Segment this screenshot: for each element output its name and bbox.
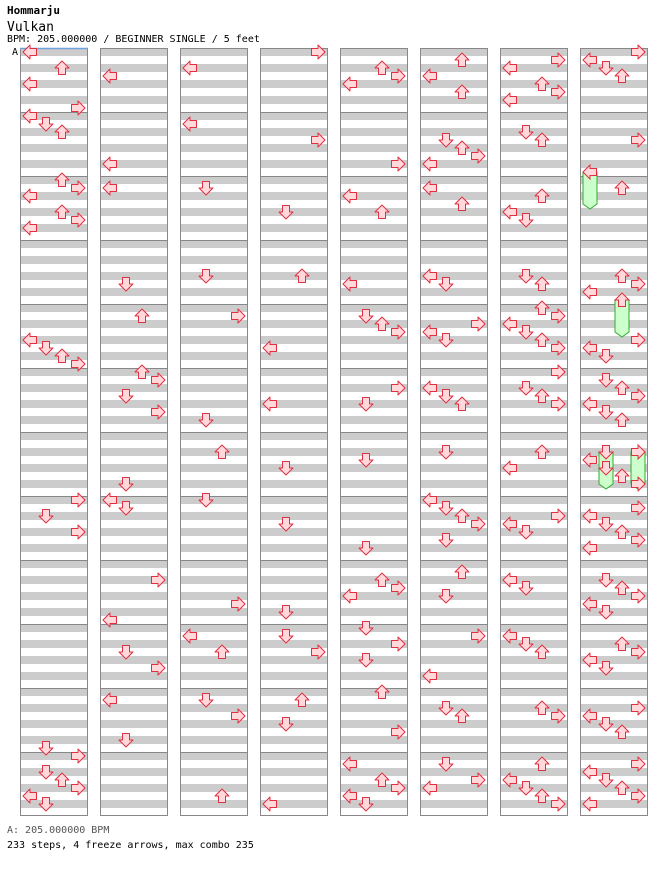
measure-column	[180, 48, 248, 816]
beat-band	[20, 448, 88, 456]
beat-band	[180, 576, 248, 584]
beat-band	[580, 560, 648, 568]
beat-band	[260, 704, 328, 712]
beat-band	[420, 752, 488, 760]
beat-band	[180, 672, 248, 680]
beat-band	[180, 544, 248, 552]
beat-band	[20, 544, 88, 552]
beat-band	[420, 288, 488, 296]
beat-band	[340, 432, 408, 440]
beat-band	[100, 272, 168, 280]
beat-band	[180, 736, 248, 744]
beat-band	[100, 288, 168, 296]
beat-band	[260, 96, 328, 104]
beat-band	[100, 112, 168, 120]
beat-band	[500, 160, 568, 168]
beat-band	[100, 480, 168, 488]
beat-band	[20, 464, 88, 472]
beat-band	[340, 704, 408, 712]
beat-band	[340, 304, 408, 312]
beat-band	[20, 592, 88, 600]
beat-band	[20, 480, 88, 488]
beat-band	[260, 192, 328, 200]
beat-band	[260, 496, 328, 504]
beat-band	[20, 704, 88, 712]
bpm-legend: A: 205.000000 BPM	[7, 825, 110, 836]
beat-band	[500, 224, 568, 232]
beat-band	[260, 624, 328, 632]
beat-band	[180, 480, 248, 488]
beat-band	[260, 320, 328, 328]
beat-band	[420, 480, 488, 488]
beat-band	[500, 272, 568, 280]
beat-band	[340, 208, 408, 216]
beat-band	[180, 192, 248, 200]
bpm-marker: A	[12, 47, 19, 58]
song-artist: Hommarju	[7, 4, 60, 17]
measure-column	[260, 48, 328, 816]
beat-band	[580, 256, 648, 264]
beat-band	[500, 112, 568, 120]
beat-band	[580, 368, 648, 376]
beat-band	[260, 608, 328, 616]
beat-band	[100, 256, 168, 264]
beat-band	[420, 240, 488, 248]
beat-band	[260, 768, 328, 776]
beat-band	[500, 688, 568, 696]
beat-band	[260, 272, 328, 280]
beat-band	[100, 752, 168, 760]
beat-band	[340, 448, 408, 456]
beat-band	[260, 576, 328, 584]
beat-band	[580, 80, 648, 88]
beat-band	[420, 448, 488, 456]
beat-band	[340, 144, 408, 152]
beat-band	[580, 304, 648, 312]
beat-band	[260, 208, 328, 216]
beat-band	[500, 288, 568, 296]
beat-band	[180, 144, 248, 152]
beat-band	[20, 624, 88, 632]
beat-band	[420, 112, 488, 120]
beat-band	[500, 176, 568, 184]
beat-band	[420, 416, 488, 424]
beat-band	[420, 128, 488, 136]
beat-band	[20, 640, 88, 648]
beat-band	[340, 608, 408, 616]
beat-band	[180, 48, 248, 56]
beat-band	[420, 720, 488, 728]
beat-band	[180, 368, 248, 376]
beat-band	[180, 256, 248, 264]
beat-band	[420, 544, 488, 552]
beat-band	[580, 624, 648, 632]
beat-band	[100, 512, 168, 520]
beat-band	[100, 128, 168, 136]
beat-band	[260, 112, 328, 120]
beat-band	[500, 128, 568, 136]
beat-band	[340, 624, 408, 632]
beat-band	[100, 208, 168, 216]
beat-band	[20, 672, 88, 680]
beat-band	[180, 240, 248, 248]
beat-band	[500, 384, 568, 392]
beat-band	[340, 496, 408, 504]
beat-band	[260, 256, 328, 264]
beat-band	[100, 720, 168, 728]
chart-summary: 233 steps, 4 freeze arrows, max combo 235	[7, 840, 254, 851]
song-title: Vulkan	[7, 20, 54, 35]
beat-band	[100, 640, 168, 648]
beat-band	[180, 656, 248, 664]
beat-band	[340, 48, 408, 56]
beat-band	[500, 480, 568, 488]
beat-band	[20, 384, 88, 392]
beat-band	[100, 48, 168, 56]
beat-band	[340, 224, 408, 232]
beat-band	[340, 672, 408, 680]
beat-band	[340, 256, 408, 264]
beat-band	[500, 544, 568, 552]
beat-band	[580, 672, 648, 680]
beat-band	[180, 528, 248, 536]
beat-band	[100, 96, 168, 104]
beat-band	[260, 304, 328, 312]
beat-band	[420, 736, 488, 744]
beat-band	[340, 560, 408, 568]
beat-band	[180, 208, 248, 216]
beat-band	[420, 592, 488, 600]
beat-band	[340, 480, 408, 488]
beat-band	[580, 320, 648, 328]
beat-band	[20, 288, 88, 296]
beat-band	[260, 688, 328, 696]
beat-band	[260, 736, 328, 744]
beat-band	[340, 416, 408, 424]
beat-band	[500, 192, 568, 200]
beat-band	[20, 432, 88, 440]
beat-band	[500, 416, 568, 424]
beat-band	[100, 464, 168, 472]
beat-band	[580, 432, 648, 440]
beat-band	[20, 512, 88, 520]
beat-band	[20, 768, 88, 776]
beat-band	[580, 240, 648, 248]
beat-band	[260, 432, 328, 440]
beat-band	[260, 512, 328, 520]
beat-band	[260, 416, 328, 424]
beat-band	[100, 320, 168, 328]
beat-band	[580, 576, 648, 584]
beat-band	[500, 496, 568, 504]
beat-band	[260, 80, 328, 88]
beat-band	[180, 272, 248, 280]
beat-band	[260, 288, 328, 296]
beat-band	[20, 160, 88, 168]
beat-band	[420, 560, 488, 568]
beat-band	[100, 240, 168, 248]
beat-band	[180, 288, 248, 296]
beat-band	[20, 128, 88, 136]
beat-band	[180, 512, 248, 520]
beat-band	[100, 224, 168, 232]
beat-band	[100, 352, 168, 360]
beat-band	[180, 768, 248, 776]
beat-band	[340, 656, 408, 664]
beat-band	[180, 224, 248, 232]
beat-band	[500, 608, 568, 616]
beat-band	[260, 480, 328, 488]
beat-band	[20, 400, 88, 408]
beat-band	[20, 240, 88, 248]
beat-band	[180, 176, 248, 184]
beat-band	[420, 704, 488, 712]
beat-band	[20, 272, 88, 280]
beat-band	[340, 352, 408, 360]
beat-band	[260, 464, 328, 472]
beat-band	[20, 144, 88, 152]
beat-band	[500, 256, 568, 264]
beat-band	[180, 400, 248, 408]
beat-band	[420, 576, 488, 584]
beat-band	[500, 144, 568, 152]
beat-band	[260, 160, 328, 168]
beat-band	[20, 320, 88, 328]
beat-band	[100, 432, 168, 440]
beat-band	[180, 464, 248, 472]
beat-band	[580, 224, 648, 232]
beat-band	[20, 416, 88, 424]
measure-column	[500, 48, 568, 816]
beat-band	[260, 176, 328, 184]
beat-band	[340, 240, 408, 248]
beat-band	[180, 784, 248, 792]
beat-band	[180, 560, 248, 568]
beat-band	[100, 784, 168, 792]
beat-band	[500, 448, 568, 456]
beat-band	[20, 608, 88, 616]
beat-band	[500, 672, 568, 680]
beat-band	[100, 528, 168, 536]
beat-band	[340, 368, 408, 376]
beat-band	[100, 448, 168, 456]
beat-band	[260, 592, 328, 600]
beat-band	[260, 368, 328, 376]
beat-band	[260, 544, 328, 552]
beat-band	[260, 224, 328, 232]
chart-info: BPM: 205.000000 / BEGINNER SINGLE / 5 feet	[7, 34, 260, 45]
beat-band	[340, 464, 408, 472]
beat-band	[100, 144, 168, 152]
beat-band	[420, 656, 488, 664]
beat-band	[420, 432, 488, 440]
beat-band	[20, 576, 88, 584]
beat-band	[180, 752, 248, 760]
beat-band	[100, 336, 168, 344]
beat-band	[180, 336, 248, 344]
beat-band	[180, 384, 248, 392]
beat-band	[20, 64, 88, 72]
beat-band	[20, 720, 88, 728]
beat-band	[420, 304, 488, 312]
beat-band	[180, 800, 248, 808]
beat-band	[180, 432, 248, 440]
beat-band	[340, 688, 408, 696]
beat-band	[20, 256, 88, 264]
beat-band	[100, 736, 168, 744]
beat-band	[20, 560, 88, 568]
beat-band	[260, 720, 328, 728]
beat-band	[260, 528, 328, 536]
beat-band	[420, 256, 488, 264]
beat-band	[180, 80, 248, 88]
beat-band	[420, 608, 488, 616]
beat-band	[580, 736, 648, 744]
beat-band	[260, 560, 328, 568]
beat-band	[260, 384, 328, 392]
beat-band	[20, 688, 88, 696]
beat-band	[420, 368, 488, 376]
beat-band	[340, 512, 408, 520]
beat-band	[500, 656, 568, 664]
beat-band	[580, 112, 648, 120]
beat-band	[260, 64, 328, 72]
beat-band	[580, 416, 648, 424]
beat-band	[180, 352, 248, 360]
freeze-arrow-up	[615, 293, 629, 337]
beat-band	[580, 688, 648, 696]
beat-band	[340, 112, 408, 120]
beat-band	[420, 464, 488, 472]
beat-band	[260, 752, 328, 760]
beat-band	[180, 96, 248, 104]
beat-band	[340, 400, 408, 408]
beat-band	[20, 736, 88, 744]
beat-band	[100, 544, 168, 552]
beat-band	[420, 48, 488, 56]
beat-band	[420, 224, 488, 232]
beat-band	[100, 592, 168, 600]
beat-band	[420, 352, 488, 360]
beat-band	[180, 160, 248, 168]
beat-band	[180, 448, 248, 456]
beat-band	[500, 432, 568, 440]
beat-band	[420, 96, 488, 104]
beat-band	[180, 416, 248, 424]
beat-band	[580, 96, 648, 104]
beat-band	[100, 304, 168, 312]
beat-band	[500, 736, 568, 744]
beat-band	[180, 688, 248, 696]
beat-band	[340, 96, 408, 104]
beat-band	[500, 592, 568, 600]
freeze-arrow-left	[583, 165, 597, 209]
beat-band	[500, 240, 568, 248]
beat-band	[500, 752, 568, 760]
beat-band	[340, 544, 408, 552]
beat-band	[420, 800, 488, 808]
beat-band	[420, 688, 488, 696]
measure-column	[20, 48, 88, 816]
beat-band	[420, 208, 488, 216]
beat-band	[100, 800, 168, 808]
beat-band	[500, 560, 568, 568]
beat-band	[340, 176, 408, 184]
beat-band	[260, 448, 328, 456]
beat-band	[340, 128, 408, 136]
beat-band	[260, 672, 328, 680]
beat-band	[100, 560, 168, 568]
beat-band	[260, 240, 328, 248]
beat-band	[20, 656, 88, 664]
beat-band	[20, 304, 88, 312]
beat-band	[420, 400, 488, 408]
beat-band	[180, 496, 248, 504]
beat-band	[340, 528, 408, 536]
beat-band	[260, 784, 328, 792]
beat-band	[100, 768, 168, 776]
